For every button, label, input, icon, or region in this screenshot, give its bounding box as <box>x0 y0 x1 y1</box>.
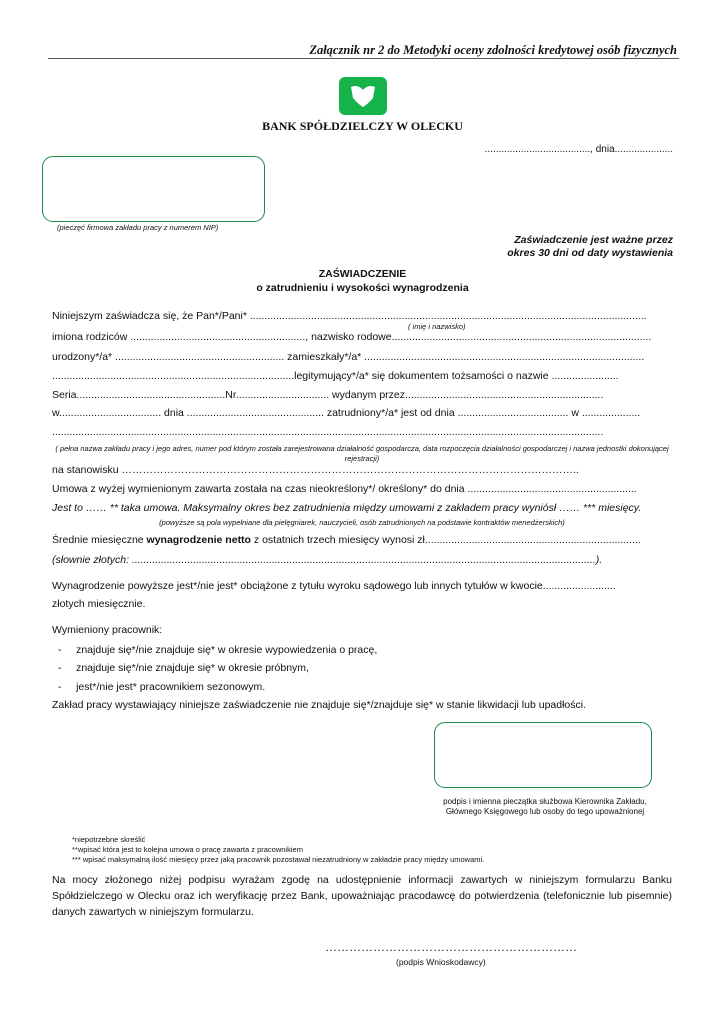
consent-statement: Na mocy złożonego niżej podpisu wyrażam zgodę na udostępnienie informacji zawartych w niniejszym formularzu Banku Spółdzielczego w Olecku oraz ich weryfikację przez Bank, upoważniając pracodawcę do potwierdzenia (telefonicznie lub pisemnie) danych zawartych w niniejszym formularzu. <box>52 874 672 918</box>
employee-item-3[interactable]: - jest*/nie jest* pracownikiem sezonowym. <box>58 681 266 693</box>
contract-hint: (powyższe są pola wypełniane dla pielęgniarek, nauczycieli, osób zatrudnionych na podstawie kontraktów menedżerskich) <box>159 518 565 527</box>
date-field[interactable]: ......................................, dnia..................... <box>484 144 673 155</box>
signature-stamp-box[interactable] <box>434 722 652 788</box>
stamp-caption: (pieczęć firmowa zakładu pracy z numerem NIP) <box>57 223 219 232</box>
id-document-field[interactable]: ...................................................................................legitymujący*/a* się dokumentem tożsamości o nazwie ....................... <box>52 370 619 382</box>
employee-name-field[interactable]: Niniejszym zaświadcza się, że Pan*/Pani* ........................................................................................................................................ <box>52 310 647 322</box>
document-subtitle: o zatrudnieniu i wysokości wynagrodzenia <box>256 282 469 294</box>
employer-field[interactable]: ............................................................................................................................................................................................. <box>52 426 604 438</box>
company-stamp-box[interactable] <box>42 156 265 222</box>
applicant-signature-caption: (podpis Wnioskodawcy) <box>396 957 486 967</box>
employee-item-2[interactable]: - znajduje się*/nie znajduje się* w okresie próbnym, <box>58 662 309 674</box>
garnishment-field[interactable]: Wynagrodzenie powyższe jest*/nie jest* obciążone z tytułu wyroku sądowego lub innych tytułów w kwocie......................... <box>52 580 616 592</box>
garnishment-unit: złotych miesięcznie. <box>52 598 146 610</box>
birth-address-field[interactable]: urodzony*/a* .......................................................... zamieszkały*/a* ................................................................................................ <box>52 351 645 363</box>
footnote-3: *** wpisać maksymalną ilość miesięcy przez jaką pracownik pozostawał niezatrudniony w zakładzie pracy między umowami. <box>72 855 485 864</box>
employment-date-field[interactable]: w................................... dnia ............................................... zatrudniony*/a* jest od dnia ...................................... w .................... <box>52 407 641 419</box>
salary-label-a: Średnie miesięczne <box>52 534 147 546</box>
salary-label-bold: wynagrodzenie netto <box>146 534 251 546</box>
bank-logo <box>338 76 388 116</box>
validity-line-2: okres 30 dni od daty wystawienia <box>507 247 673 259</box>
footnote-2: **wpisać która jest to kolejna umowa o pracę zawarta z pracownikiem <box>72 845 303 854</box>
signature-caption: podpis i imienna pieczątka służbowa Kierownika Zakładu, Głównego Księgowego lub osoby do tego upoważnionej <box>443 797 647 816</box>
salary-label-c: z ostatnich trzech miesięcy wynosi zł.......................................................................... <box>250 534 641 546</box>
bank-name: BANK SPÓŁDZIELCZY W OLECKU <box>262 119 463 133</box>
position-field[interactable]: na stanowisku ………………………………………………………………………………………………………………….. <box>52 464 579 476</box>
header-divider <box>48 58 679 59</box>
employee-item-2-text: znajduje się*/nie znajduje się* w okresie próbnym, <box>76 662 309 674</box>
net-salary-field[interactable] <box>52 534 672 546</box>
footnote-1: *niepotrzebne skreślić <box>72 835 146 844</box>
document-header: Załącznik nr 2 do Metodyki oceny zdolności kredytowej osób fizycznych <box>309 43 677 57</box>
employee-item-1-text: znajduje się*/nie znajduje się* w okresie wypowiedzenia o pracę, <box>76 644 378 656</box>
name-hint: ( imię i nazwisko) <box>408 322 466 331</box>
document-title: ZAŚWIADCZENIE <box>318 268 407 280</box>
id-series-field[interactable]: Seria...................................................Nr................................ wydanym przez.................................................................... <box>52 389 604 401</box>
employee-item-1[interactable]: - znajduje się*/nie znajduje się* w okresie wypowiedzenia o pracę, <box>58 644 378 656</box>
employee-intro: Wymieniony pracownik: <box>52 624 163 636</box>
parents-surname-field[interactable]: imiona rodziców ............................................................, nazwisko rodowe......................................................................................... <box>52 331 652 343</box>
applicant-signature-line[interactable]: ……………………………………………………… <box>325 940 577 954</box>
salary-in-words-field[interactable]: (słownie złotych: ...............................................................................................................................................................). <box>52 554 603 566</box>
contract-term-field[interactable]: Umowa z wyżej wymienionym zawarta została na czas nieokreślony*/ określony* do dnia .......................................................... <box>52 483 637 495</box>
employer-hint: ( pełna nazwa zakładu pracy i jego adres, numer pod którym została zarejestrowana działalność gospodarcza, data rozpoczęcia działalności gospodarczej i nazwa jednostki dokonującej rejestracji) <box>55 444 669 463</box>
employee-item-3-text: jest*/nie jest* pracownikiem sezonowym. <box>76 681 266 693</box>
contract-count-field[interactable]: Jest to …… ** taka umowa. Maksymalny okres bez zatrudnienia między umowami z zakładem pracy wyniósł …… *** miesięcy. <box>52 502 642 514</box>
liquidation-statement[interactable]: Zakład pracy wystawiający niniejsze zaświadczenie nie znajduje się*/znajduje się* w stanie likwidacji lub upadłości. <box>52 699 587 711</box>
validity-line-1: Zaświadczenie jest ważne przez <box>514 234 673 246</box>
